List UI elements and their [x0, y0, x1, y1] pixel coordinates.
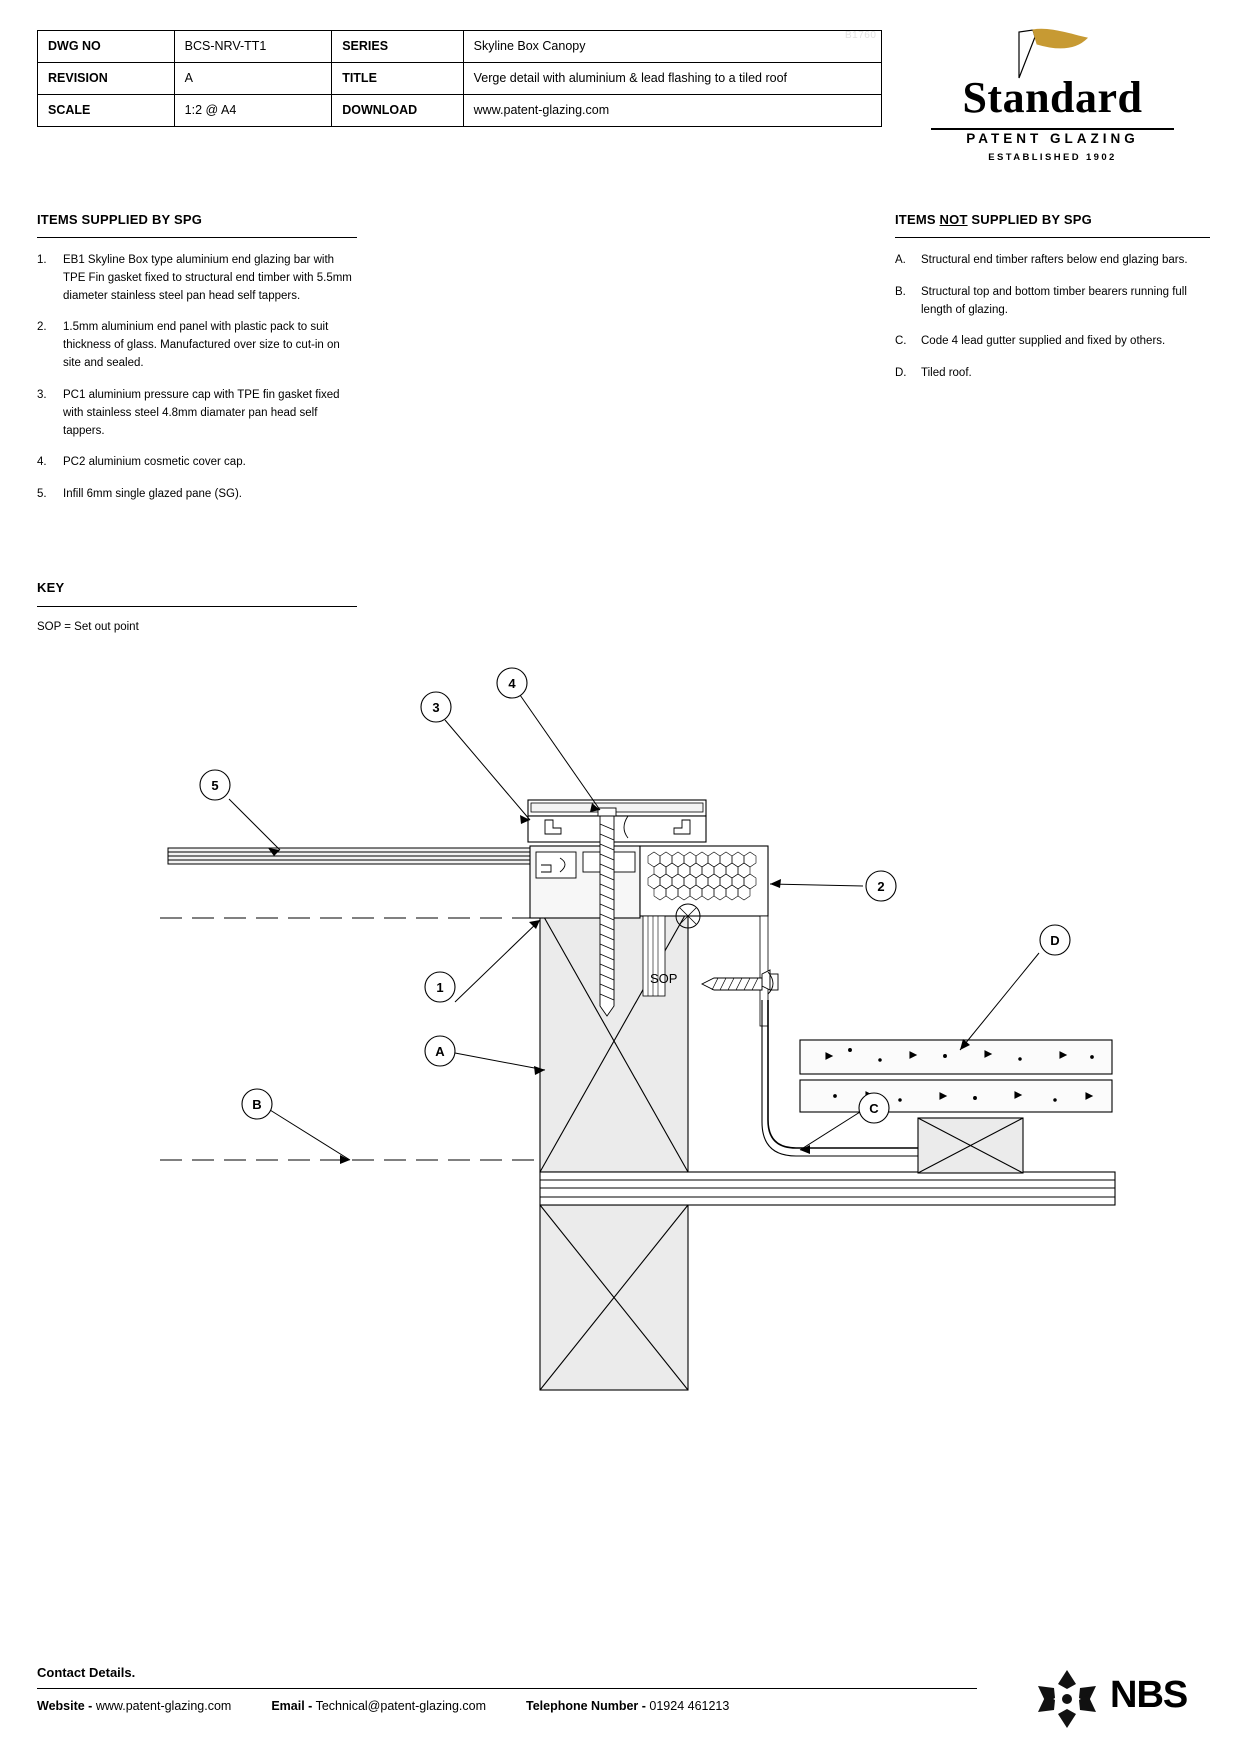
section-divider: [895, 237, 1210, 238]
pressure-cap-assembly: [528, 800, 706, 842]
key-text: SOP = Set out point: [37, 621, 139, 633]
list-item-text: Code 4 lead gutter supplied and fixed by others.: [921, 335, 1166, 348]
callout-label-b: B: [252, 1097, 262, 1112]
list-item: [895, 252, 1210, 270]
email-label: Email -: [271, 1699, 313, 1713]
detail-drawing-svg: [0, 660, 1240, 1450]
lead-gutter: [762, 1000, 918, 1156]
download-value: www.patent-glazing.com: [463, 95, 881, 127]
list-item-number: 3.: [37, 388, 47, 401]
bearer-band: [540, 1172, 1115, 1205]
dwg-no-label: DWG NO: [38, 31, 175, 63]
nbs-logo: [1032, 1664, 1207, 1734]
timber-bearer-lower: [540, 1205, 688, 1390]
list-item-text: PC1 aluminium pressure cap with TPE fin gasket fixed with stainless steel 4.8mm diamater pan head self tappers.: [63, 388, 340, 437]
list-item-number: D.: [895, 367, 907, 380]
tiled-roof: [800, 1040, 1112, 1112]
key-section: [37, 580, 357, 633]
sheet-code-watermark: B1760: [845, 30, 877, 41]
email-value[interactable]: Technical@patent-glazing.com: [315, 1699, 486, 1713]
title-block: [37, 30, 882, 127]
key-heading: KEY: [37, 580, 65, 595]
footer-divider: [37, 1688, 977, 1689]
items-supplied-heading: ITEMS SUPPLIED BY SPG: [37, 212, 203, 227]
list-item-number: 2.: [37, 321, 47, 334]
phone-entry: [526, 1699, 729, 1713]
title-value: Verge detail with aluminium & lead flashing to a tiled roof: [463, 63, 881, 95]
series-label: SERIES: [332, 31, 463, 63]
footer-contact-line: [37, 1699, 1203, 1713]
nbs-mark-icon: [1032, 1664, 1102, 1734]
list-item-text: Structural end timber rafters below end glazing bars.: [921, 254, 1188, 266]
technical-drawing: [0, 660, 1240, 1450]
website-label: Website -: [37, 1699, 93, 1713]
phone-label: Telephone Number -: [525, 1699, 646, 1713]
list-item-text: Infill 6mm single glazed pane (SG).: [63, 488, 242, 501]
scale-value: 1:2 @ A4: [174, 95, 332, 127]
callout-label-3: 3: [432, 700, 440, 715]
title-block-row: [38, 31, 882, 63]
list-item-text: PC2 aluminium cosmetic cover cap.: [63, 456, 246, 469]
heading-part-post: SUPPLIED BY SPG: [967, 212, 1092, 227]
revision-value: A: [174, 63, 332, 95]
list-item-number: C.: [895, 335, 907, 348]
title-block-row: [38, 95, 882, 127]
callout-label-a: A: [435, 1044, 445, 1059]
logo-subtitle: PATENT GLAZING: [966, 131, 1139, 146]
list-item-number: 4.: [37, 456, 47, 469]
revision-label: REVISION: [38, 63, 175, 95]
vertical-screw: [598, 808, 616, 1016]
list-item-text: Structural top and bottom timber bearers running full length of glazing.: [921, 285, 1187, 316]
list-item: [895, 333, 1210, 351]
list-item-text: EB1 Skyline Box type aluminium end glazing bar with TPE Fin gasket fixed to structural end timber with 5.5mm diameter stainless steel pan head self tappers.: [63, 254, 352, 302]
callout-label-d: D: [1050, 933, 1060, 948]
end-glazing-bar: [530, 846, 640, 918]
glass-pane: [168, 848, 533, 864]
email-entry: [271, 1699, 486, 1713]
list-item: [37, 252, 357, 305]
list-item-number: 5.: [37, 488, 47, 501]
list-item-number: A.: [895, 254, 906, 266]
items-not-supplied-heading: [895, 212, 1210, 227]
timber-batten-block: [918, 1118, 1023, 1173]
list-item-number: B.: [895, 285, 906, 298]
footer: [37, 1665, 1203, 1713]
heading-part-not: NOT: [939, 212, 968, 227]
list-item: [37, 387, 357, 440]
list-item: [37, 319, 357, 372]
list-item-text: Tiled roof.: [921, 367, 972, 380]
series-value: Skyline Box Canopy: [463, 31, 881, 63]
title-label: TITLE: [332, 63, 463, 95]
sop-label: SOP: [650, 971, 678, 986]
list-item: [895, 284, 1210, 320]
scale-label: SCALE: [38, 95, 175, 127]
dwg-no-value: BCS-NRV-TT1: [174, 31, 332, 63]
logo-divider: [931, 128, 1174, 130]
contact-heading: Contact Details.: [37, 1665, 136, 1680]
list-item-number: 1.: [37, 254, 47, 266]
logo-brand-text: Standard: [962, 73, 1143, 122]
list-item-text: 1.5mm aluminium end panel with plastic pack to suit thickness of glass. Manufactured over size to cut-in on site and sealed.: [63, 321, 340, 370]
logo-established: ESTABLISHED 1902: [988, 152, 1117, 163]
list-item: [895, 365, 1210, 383]
items-supplied-section: [37, 212, 357, 518]
section-divider: [37, 237, 357, 238]
list-item: [37, 486, 357, 504]
nbs-wordmark: NBS: [1110, 1674, 1188, 1716]
callout-label-5: 5: [211, 778, 219, 793]
phone-value: 01924 461213: [649, 1699, 730, 1713]
website-entry: [37, 1699, 231, 1713]
company-logo: [925, 28, 1180, 163]
title-block-row: [38, 63, 882, 95]
list-item: [37, 454, 357, 472]
download-label: DOWNLOAD: [332, 95, 463, 127]
items-not-supplied-section: [895, 212, 1210, 397]
website-value[interactable]: www.patent-glazing.com: [95, 1699, 232, 1713]
callout-label-1: 1: [436, 980, 444, 995]
callout-label-c: C: [869, 1101, 879, 1116]
callout-label-2: 2: [877, 879, 885, 894]
heading-part-pre: ITEMS: [895, 212, 940, 227]
section-divider: [37, 606, 357, 607]
callout-label-4: 4: [508, 676, 516, 691]
